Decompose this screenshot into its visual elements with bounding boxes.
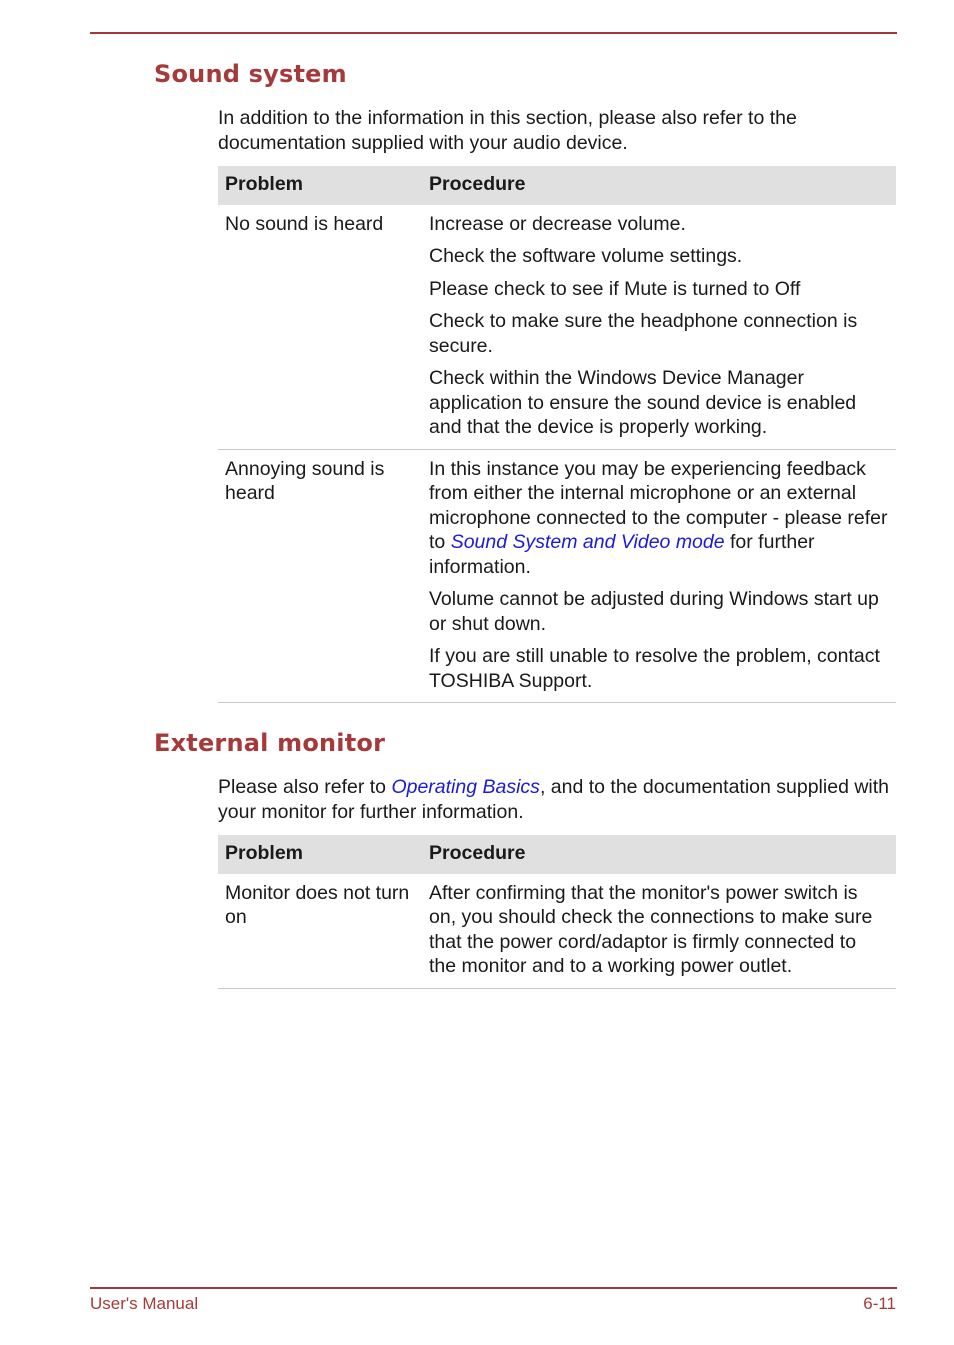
procedure-step bbox=[429, 457, 888, 580]
procedure-step: After confirming that the monitor's power switch is on, you should check the connections to make sure that the power cord/adaptor is firmly connected to the monitor and to a working power outlet. bbox=[429, 881, 873, 977]
procedure-step: Please check to see if Mute is turned to Off bbox=[429, 277, 801, 300]
bottom-rule bbox=[90, 1287, 897, 1289]
external-monitor-table bbox=[218, 835, 896, 989]
procedure-step: Increase or decrease volume. bbox=[429, 212, 686, 235]
operating-basics-link[interactable]: Operating Basics bbox=[391, 776, 540, 798]
sound-system-video-mode-link[interactable]: Sound System and Video mode bbox=[450, 531, 725, 553]
procedure-step: Check within the Windows Device Manager application to ensure the sound device is enabled and that the device is properly working. bbox=[429, 367, 857, 438]
top-rule bbox=[90, 32, 897, 34]
intro-text: , and to the documentation supplied with your monitor for further information. bbox=[218, 776, 890, 823]
procedure-cell bbox=[422, 449, 896, 703]
external-monitor-intro bbox=[218, 775, 898, 824]
procedure-step: If you are still unable to resolve the problem, contact TOSHIBA Support. bbox=[429, 645, 880, 692]
table-header-row bbox=[218, 166, 896, 205]
procedure-cell bbox=[422, 205, 896, 450]
header-procedure: Procedure bbox=[422, 835, 896, 874]
table-row bbox=[218, 874, 896, 989]
procedure-step: Volume cannot be adjusted during Windows start up or shut down. bbox=[429, 588, 879, 635]
section-title-external-monitor: External monitor bbox=[154, 729, 386, 757]
table-header-row bbox=[218, 835, 896, 874]
header-procedure: Procedure bbox=[422, 166, 896, 205]
problem-cell: No sound is heard bbox=[218, 205, 422, 450]
header-problem: Problem bbox=[218, 835, 422, 874]
procedure-step: Check to make sure the headphone connection is secure. bbox=[429, 310, 858, 357]
problem-cell: Annoying sound is heard bbox=[218, 449, 422, 703]
table-row bbox=[218, 449, 896, 703]
procedure-step: Check the software volume settings. bbox=[429, 245, 743, 267]
procedure-text: In this instance you may be experiencing feedback from either the internal microphone or an external microphone connected to the computer - please refer to bbox=[429, 457, 888, 553]
problem-cell: Monitor does not turn on bbox=[218, 874, 422, 989]
sound-system-intro: In addition to the information in this section, please also refer to the documentation supplied with your audio device. bbox=[218, 107, 797, 154]
section-title-sound-system: Sound system bbox=[154, 60, 347, 88]
table-row bbox=[218, 205, 896, 450]
procedure-text: for further information. bbox=[429, 531, 815, 578]
procedure-cell bbox=[422, 874, 896, 989]
page-number: 6-11 bbox=[863, 1294, 896, 1313]
header-problem: Problem bbox=[218, 166, 422, 205]
intro-text: Please also refer to bbox=[218, 776, 392, 798]
sound-system-table bbox=[218, 166, 896, 703]
footer-manual-title: User's Manual bbox=[90, 1294, 199, 1313]
